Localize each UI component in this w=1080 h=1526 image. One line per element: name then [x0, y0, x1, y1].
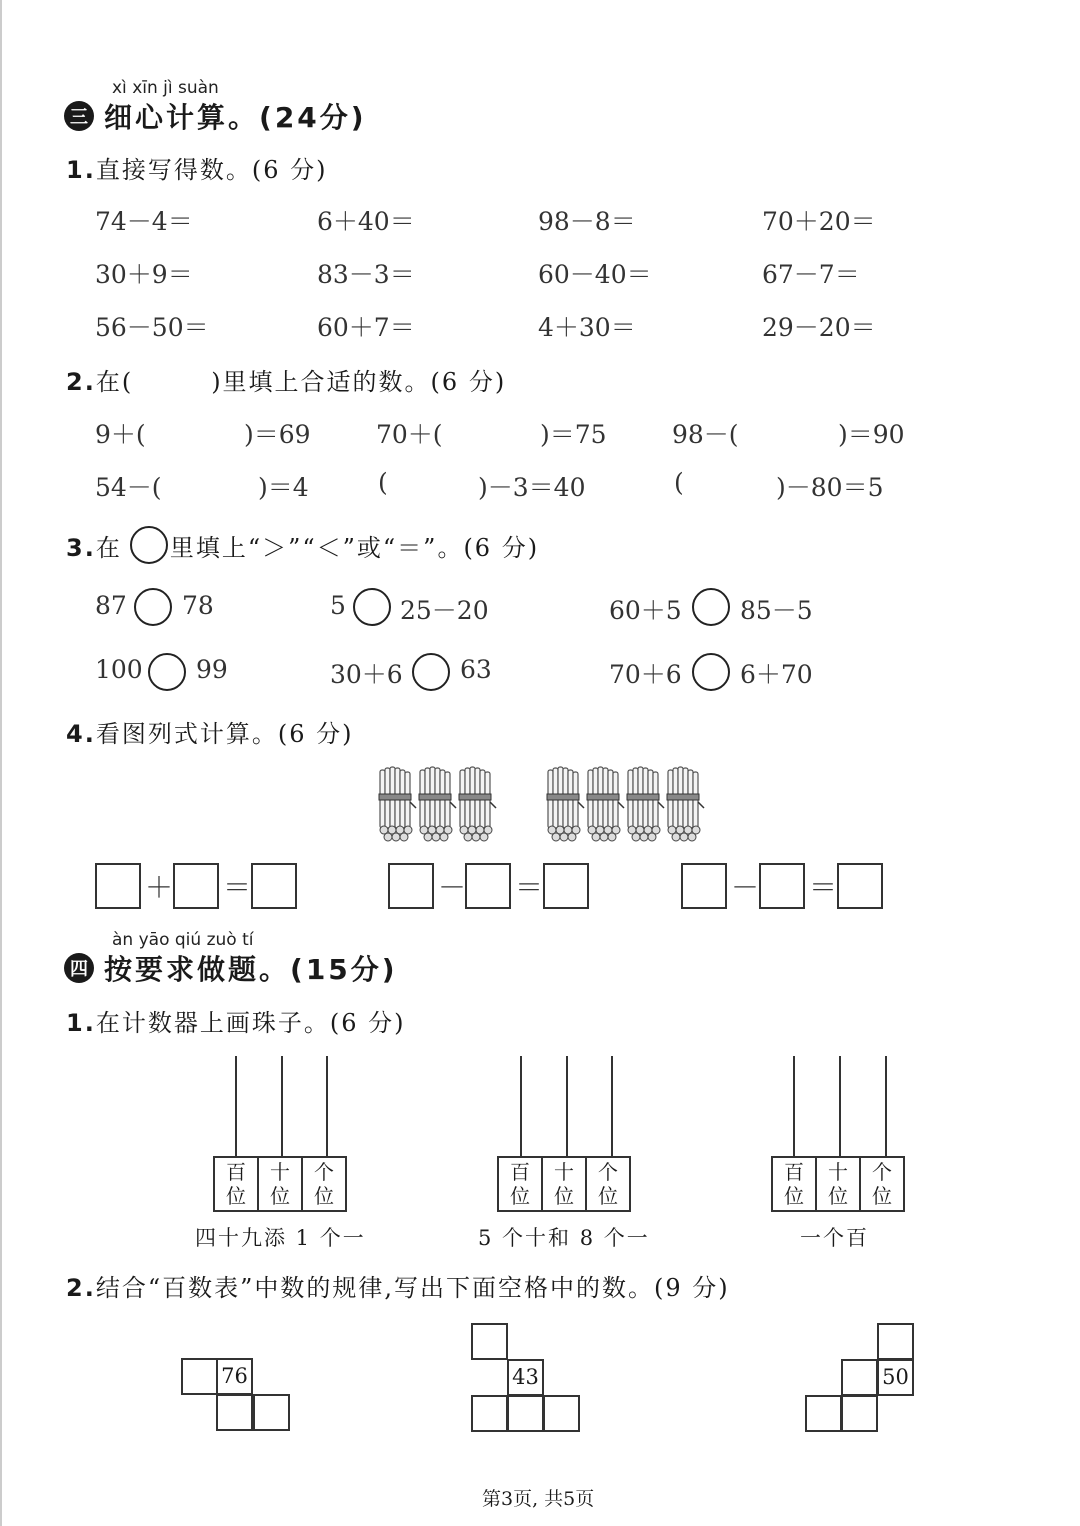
compare-left: 70＋6: [609, 660, 682, 689]
compare-right: 6＋70: [740, 660, 813, 689]
fill-left: 70＋(: [376, 420, 443, 449]
compare-circle[interactable]: [692, 653, 730, 691]
calc-item: 56－50＝: [95, 313, 209, 342]
equation-op: ＝: [515, 871, 544, 904]
grid-blank-cell[interactable]: [216, 1394, 253, 1431]
answer-box[interactable]: [759, 863, 805, 909]
compare-circle[interactable]: [134, 588, 172, 626]
section4-score: 。(15分): [259, 953, 398, 986]
q3-3-text-pre: 在: [95, 534, 122, 562]
hundreds-label: 百 位: [773, 1158, 817, 1210]
abacus-base: [497, 1156, 631, 1212]
equation-op: ＋: [145, 871, 174, 904]
page-footer: 第3页, 共5页: [482, 1488, 595, 1510]
q3-1-prompt: [66, 150, 327, 185]
grid-blank-cell[interactable]: [471, 1395, 508, 1432]
abacus-rod[interactable]: [281, 1056, 283, 1156]
grid-blank-cell[interactable]: [805, 1395, 842, 1432]
equation-op: －: [438, 871, 467, 904]
calc-item: 6＋40＝: [317, 207, 415, 236]
abacus-rod[interactable]: [793, 1056, 795, 1156]
grid-blank-cell[interactable]: [507, 1395, 544, 1432]
compare-circle[interactable]: [412, 653, 450, 691]
abacus-rod[interactable]: [611, 1056, 613, 1156]
ones-label: 个 位: [314, 1160, 334, 1208]
q3-3-text-post: 里填上“＞”“＜”或“＝”。(6 分): [169, 534, 540, 562]
calc-item: 67－7＝: [762, 260, 860, 289]
calc-item: 60＋7＝: [317, 313, 415, 342]
answer-box[interactable]: [251, 863, 297, 909]
calc-item: 30＋9＝: [95, 260, 193, 289]
answer-box[interactable]: [388, 863, 434, 909]
calc-item: 83－3＝: [317, 260, 415, 289]
answer-box[interactable]: [543, 863, 589, 909]
q3-3-number: 3.: [66, 534, 96, 562]
stick-bundles-illustration: [370, 760, 730, 844]
answer-box[interactable]: [95, 863, 141, 909]
abacus-rod[interactable]: [885, 1056, 887, 1156]
calc-item: 29－20＝: [762, 313, 876, 342]
fill-left: 9＋(: [95, 420, 146, 449]
fill-left: (: [674, 468, 684, 497]
tens-label: 十 位: [543, 1158, 587, 1210]
section4-badge: 四: [64, 953, 94, 983]
grid-blank-cell[interactable]: [181, 1358, 218, 1395]
fill-right: )－3＝40: [478, 473, 586, 502]
abacus-rod[interactable]: [520, 1056, 522, 1156]
answer-box[interactable]: [837, 863, 883, 909]
hundreds-label: 百 位: [499, 1158, 543, 1210]
abacus-base: [771, 1156, 905, 1212]
q3-4-number: 4.: [66, 720, 96, 748]
q3-4-text: 看图列式计算。(6 分): [95, 720, 354, 748]
q4-1-number: 1.: [66, 1009, 96, 1037]
grid-blank-cell[interactable]: [841, 1395, 878, 1432]
compare-circle[interactable]: [692, 588, 730, 626]
calc-item: 74－4＝: [95, 207, 193, 236]
fill-right: )－80＝5: [776, 473, 884, 502]
section3-title-text: 细心计算: [104, 101, 229, 134]
compare-circle-icon: [130, 526, 168, 564]
compare-left: 5: [330, 591, 346, 620]
q3-2-number: 2.: [66, 368, 96, 396]
grid-given-cell: 50: [877, 1359, 914, 1396]
grid-blank-cell[interactable]: [471, 1323, 508, 1360]
section3-title: [104, 96, 367, 136]
grid-blank-cell[interactable]: [841, 1359, 878, 1396]
answer-box[interactable]: [465, 863, 511, 909]
equation-op: ＝: [223, 871, 252, 904]
calc-item: 70＋20＝: [762, 207, 876, 236]
fill-left: (: [378, 468, 388, 497]
fill-right: )＝75: [540, 420, 607, 449]
abacus-rod[interactable]: [566, 1056, 568, 1156]
q4-2-prompt: [66, 1268, 730, 1303]
abacus-caption: 四十九添 1 个一: [195, 1226, 366, 1250]
section3-badge: 三: [64, 101, 94, 131]
equation-op: －: [731, 871, 760, 904]
hundreds-label: 百 位: [215, 1158, 259, 1210]
answer-box[interactable]: [681, 863, 727, 909]
section3-pinyin: xì xīn jì suàn: [112, 78, 219, 98]
ones-label: 个 位: [598, 1160, 618, 1208]
compare-circle[interactable]: [353, 588, 391, 626]
grid-given-cell: 43: [507, 1359, 544, 1396]
abacus-base: [213, 1156, 347, 1212]
compare-right: 63: [460, 655, 492, 684]
fill-right: )＝90: [838, 420, 905, 449]
fill-left: 54－(: [95, 473, 162, 502]
section4-title: [104, 948, 398, 988]
grid-blank-cell[interactable]: [543, 1395, 580, 1432]
compare-left: 87: [95, 591, 127, 620]
compare-left: 60＋5: [609, 596, 682, 625]
bundle-group-1: [379, 767, 496, 841]
fill-right: )＝4: [258, 473, 309, 502]
grid-given-cell: 76: [216, 1358, 253, 1395]
q4-1-prompt: [66, 1003, 405, 1038]
q4-2-text: 结合“百数表”中数的规律,写出下面空格中的数。(9 分): [95, 1274, 730, 1302]
q4-2-number: 2.: [66, 1274, 96, 1302]
equation-op: ＝: [809, 871, 838, 904]
fill-left: 98－(: [672, 420, 739, 449]
compare-right: 99: [196, 655, 228, 684]
abacus-caption: 一个百: [800, 1226, 869, 1250]
abacus-caption: 5 个十和 8 个一: [478, 1226, 650, 1250]
section4-pinyin: àn yāo qiú zuò tí: [112, 930, 254, 950]
compare-right: 85－5: [740, 596, 813, 625]
ones-label: 个 位: [872, 1160, 892, 1208]
fill-right: )＝69: [244, 420, 311, 449]
abacus-rod[interactable]: [326, 1056, 328, 1156]
section3-score: 。(24分): [228, 101, 367, 134]
compare-right: 25－20: [400, 596, 489, 625]
tens-label: 十 位: [259, 1158, 303, 1210]
calc-item: 60－40＝: [538, 260, 652, 289]
answer-box[interactable]: [173, 863, 219, 909]
calc-item: 98－8＝: [538, 207, 636, 236]
compare-circle[interactable]: [148, 653, 186, 691]
q3-1-number: 1.: [66, 156, 96, 184]
q3-4-prompt: [66, 714, 353, 749]
bundle-group-2: [547, 767, 704, 841]
compare-left: 100: [95, 655, 143, 684]
compare-left: 30＋6: [330, 660, 403, 689]
tens-label: 十 位: [817, 1158, 861, 1210]
page-edge: [0, 0, 2, 1526]
grid-blank-cell[interactable]: [253, 1394, 290, 1431]
compare-right: 78: [182, 591, 214, 620]
q4-1-text: 在计数器上画珠子。(6 分): [95, 1009, 406, 1037]
grid-blank-cell[interactable]: [877, 1323, 914, 1360]
abacus-rod[interactable]: [235, 1056, 237, 1156]
q3-1-text: 直接写得数。(6 分): [95, 156, 328, 184]
section4-title-text: 按要求做题: [104, 953, 260, 986]
calc-item: 4＋30＝: [538, 313, 636, 342]
abacus-rod[interactable]: [839, 1056, 841, 1156]
q3-2-text: 在( )里填上合适的数。(6 分): [95, 368, 507, 396]
q3-2-prompt: [66, 362, 506, 397]
